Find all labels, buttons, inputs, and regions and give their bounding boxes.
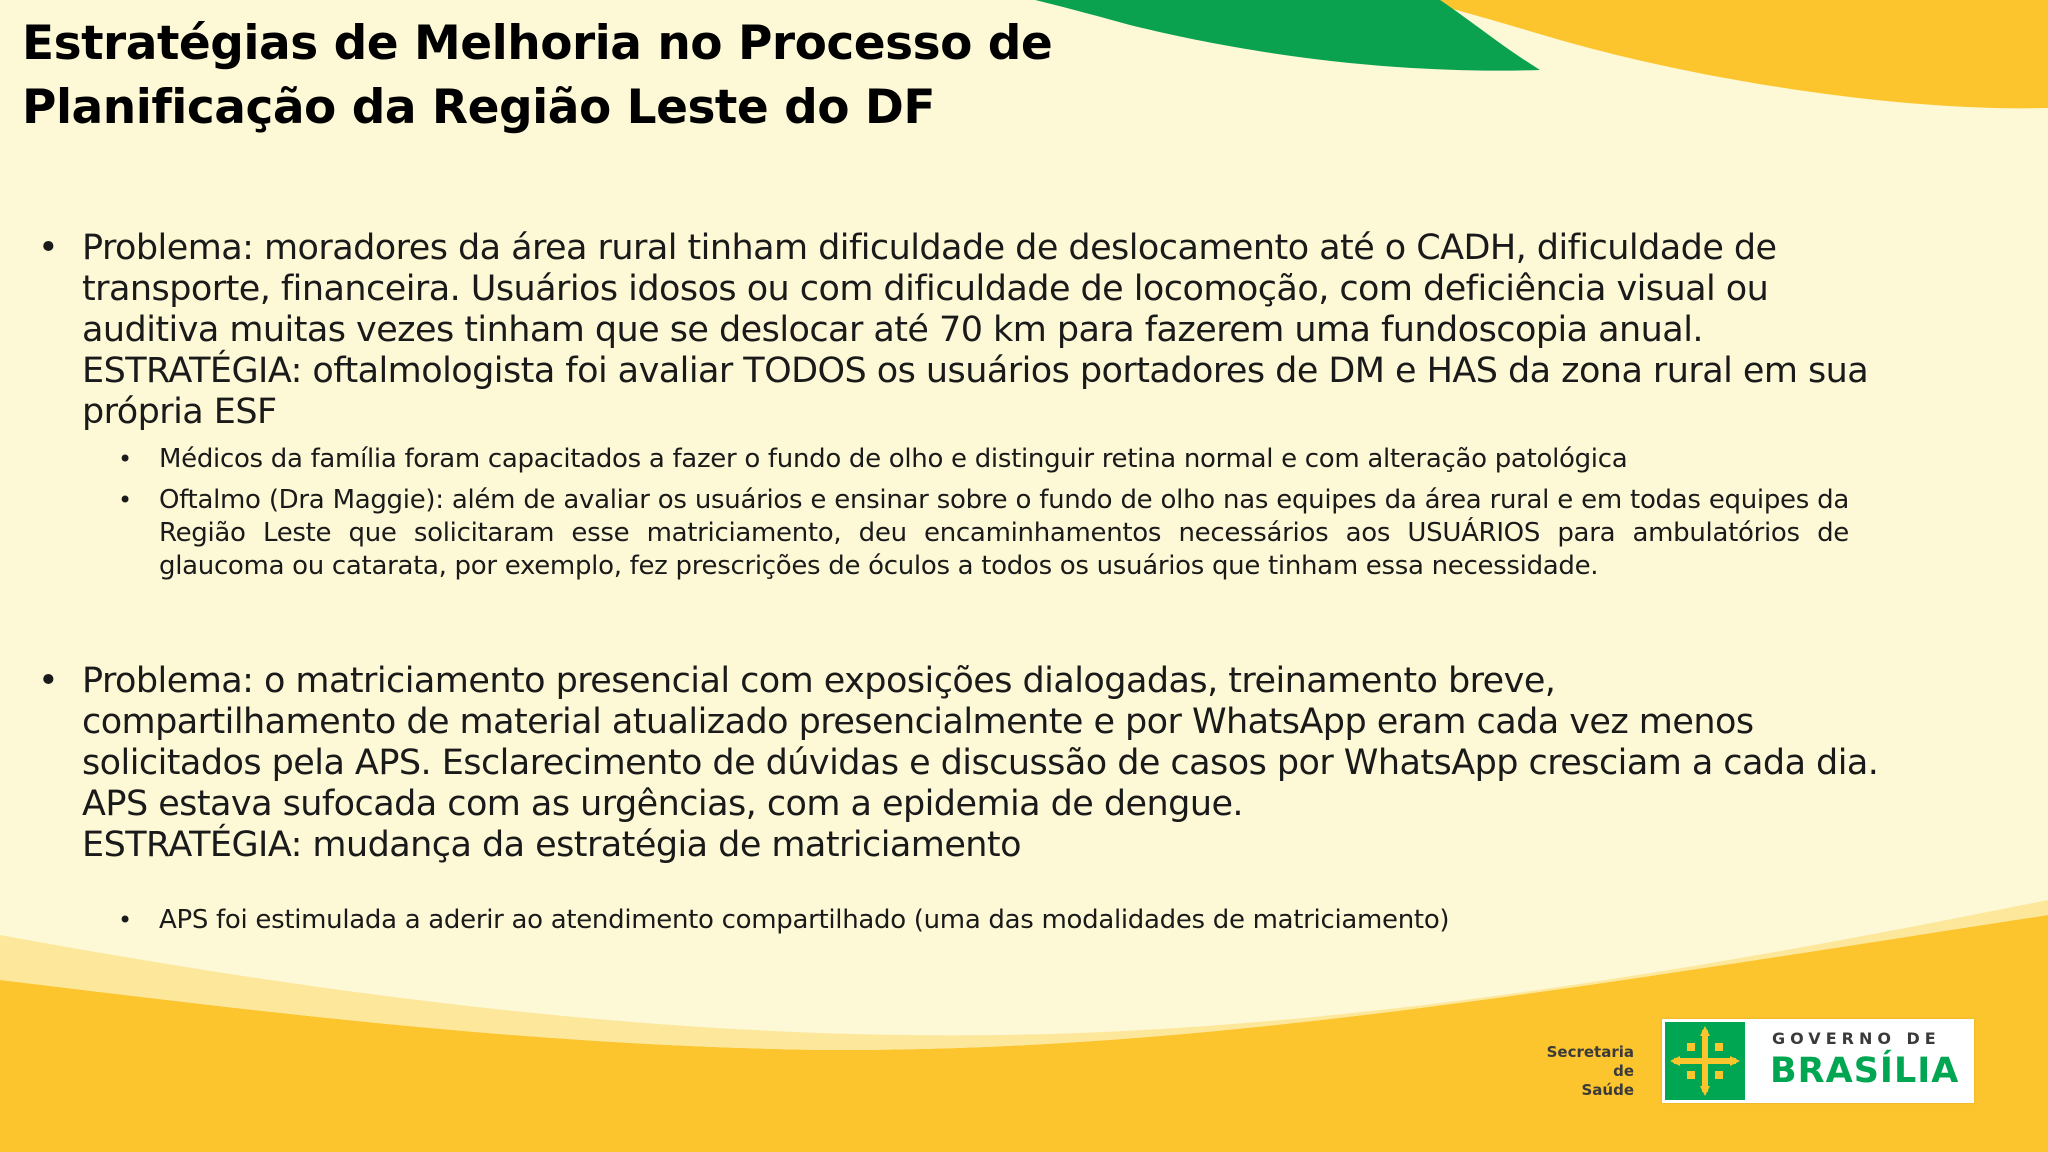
sub-bullet-2-1-text: APS foi estimulada a aderir ao atendimento compartilhado (uma das modalidades de matriciamento) <box>159 905 1450 935</box>
bullet-1-subitems <box>38 443 1898 583</box>
bullet-2-line-4: APS estava sufocada com as urgências, com a epidemia de dengue. <box>82 784 1244 824</box>
bullet-1-line-5: própria ESF <box>82 392 277 432</box>
brasilia-emblem-icon <box>1665 1022 1745 1100</box>
sub-bullet-2-1 <box>118 904 1898 937</box>
bullet-2-line-1: Problema: o matriciamento presencial com exposições dialogadas, treinamento breve, <box>82 661 1556 701</box>
bullet-1-line-2: transporte, financeira. Usuários idosos ou com dificuldade de locomoção, com deficiência visual ou <box>82 269 1769 309</box>
secretaria-saude-label <box>1530 1043 1634 1100</box>
slide-body <box>38 228 1898 945</box>
bullet-2-line-3: solicitados pela APS. Esclarecimento de dúvidas e discussão de casos por WhatsApp cresciam a cada dia. <box>82 743 1879 783</box>
slide-title-line-2: Planificação da Região Leste do DF <box>22 80 936 135</box>
bullet-1-line-1: Problema: moradores da área rural tinham dificuldade de deslocamento até o CADH, dificuldade de <box>82 228 1777 268</box>
secretaria-label-line-2: Saúde <box>1581 1081 1634 1099</box>
bullet-2-marker: • <box>38 661 59 701</box>
bullet-2 <box>38 661 1898 866</box>
slide-title <box>22 12 1052 140</box>
sub-bullet-2-1-marker: • <box>118 906 132 934</box>
bullet-2-line-2: compartilhamento de material atualizado presencialmente e por WhatsApp eram cada vez menos <box>82 702 1754 742</box>
sub-bullet-1-1-marker: • <box>118 445 132 473</box>
bullet-1-line-4: ESTRATÉGIA: oftalmologista foi avaliar TODOS os usuários portadores de DM e HAS da zona rural em sua <box>82 351 1869 391</box>
sub-bullet-1-2-text: Oftalmo (Dra Maggie): além de avaliar os usuários e ensinar sobre o fundo de olho nas equipes da área rural e em todas equipes da Região Leste que solicitaram esse matriciamento, deu encaminhamentos necessários aos USUÁRIOS para ambulatórios de glaucoma ou catarata, por exemplo, fez prescrições de óculos a todos os usuários que tinham essa necessidade. <box>159 485 1849 581</box>
bullet-1-marker: • <box>38 228 59 268</box>
sub-bullet-1-2 <box>118 484 1849 583</box>
bullet-1 <box>38 228 1898 433</box>
bullet-2-line-5: ESTRATÉGIA: mudança da estratégia de matriciamento <box>82 825 1021 865</box>
secretaria-label-line-1: Secretaria de <box>1546 1043 1634 1080</box>
bullet-1-line-3: auditiva muitas vezes tinham que se deslocar até 70 km para fazerem uma fundoscopia anual. <box>82 310 1703 350</box>
bullet-2-subitems <box>38 904 1898 937</box>
logo-governo-text: GOVERNO DE <box>1772 1029 1941 1048</box>
logo-brasilia-text: BRASÍLIA <box>1770 1051 1960 1091</box>
slide-title-line-1: Estratégias de Melhoria no Processo de <box>22 16 1053 71</box>
sub-bullet-1-2-marker: • <box>118 486 132 514</box>
sub-bullet-1-1-text: Médicos da família foram capacitados a fazer o fundo de olho e distinguir retina normal e com alteração patológica <box>159 444 1628 474</box>
governo-brasilia-logo <box>1662 1019 1974 1103</box>
sub-bullet-1-1 <box>118 443 1898 476</box>
